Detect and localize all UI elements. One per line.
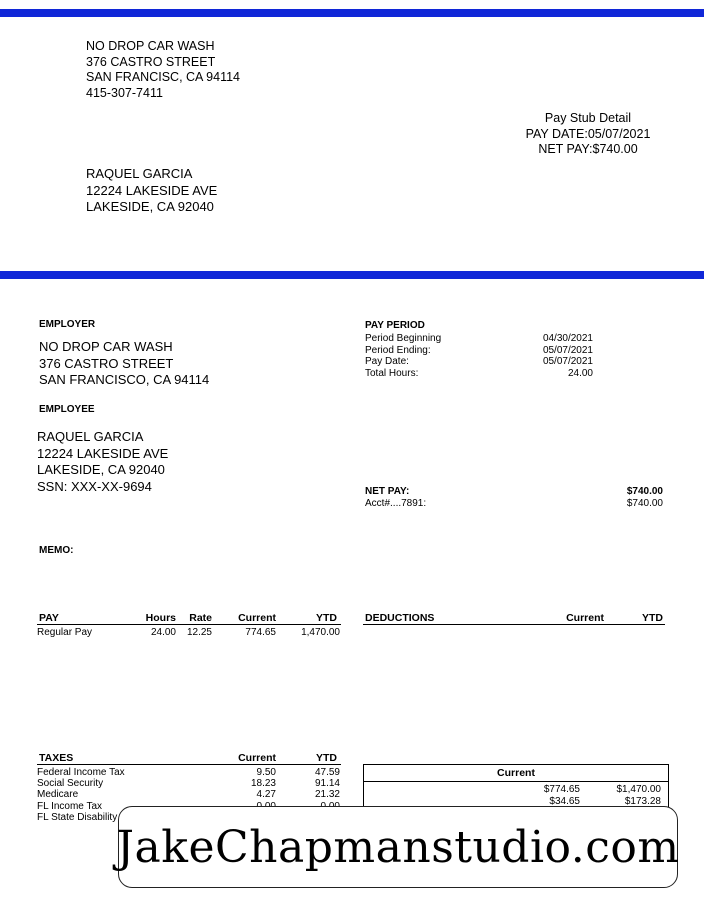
tax-current: 4.27 — [256, 789, 276, 801]
table-row — [37, 627, 341, 639]
net-pay-label: NET PAY: — [365, 486, 410, 497]
pay-current-header: Current — [238, 612, 276, 624]
pay-row-current: 774.65 — [245, 627, 276, 638]
employee-street: 12224 LAKESIDE AVE — [37, 445, 169, 461]
pay-period-rows — [365, 333, 593, 379]
net-pay-acct-amount: $740.00 — [626, 498, 663, 509]
pay-row-hours: 24.00 — [150, 627, 176, 638]
summary-current: $34.65 — [549, 795, 580, 807]
pay-header-rule — [37, 624, 341, 625]
summary-current: $774.65 — [543, 784, 580, 795]
taxes-ytd-header: YTD — [316, 752, 337, 764]
employee-name: RAQUEL GARCIA — [37, 429, 144, 444]
tax-current: 18.23 — [250, 778, 276, 790]
pay-ytd-header: YTD — [316, 612, 337, 624]
summary-box-rows — [364, 784, 668, 807]
deductions-current-header: Current — [566, 612, 604, 624]
watermark-text: JakeChapmanstudio.com — [116, 821, 680, 873]
pay-period-row-value: 05/07/2021 — [542, 356, 593, 367]
deductions-header: DEDUCTIONS — [365, 612, 435, 624]
pay-period-row — [365, 333, 593, 345]
employee-city: LAKESIDE, CA 92040 — [37, 462, 165, 477]
summary-ytd: $173.28 — [624, 795, 661, 807]
top-company-address — [86, 39, 240, 101]
taxes-header: TAXES — [39, 752, 74, 764]
tax-name: Federal Income Tax — [37, 767, 125, 778]
pay-period-row-label: Period Beginning — [365, 333, 442, 344]
middle-accent-bar — [0, 271, 704, 279]
tax-current: 9.50 — [256, 767, 276, 778]
employer-city: SAN FRANCISCO, CA 94114 — [39, 372, 210, 387]
taxes-header-rule — [37, 764, 341, 765]
pay-rate-header: Rate — [189, 612, 212, 624]
employee-address — [37, 429, 168, 495]
taxes-current-header: Current — [238, 752, 276, 764]
employee-label: EMPLOYEE — [39, 404, 95, 415]
stub-title: Pay Stub Detail — [544, 111, 632, 125]
net-pay-row — [365, 486, 663, 497]
pay-period-row — [365, 368, 593, 380]
top-employee-city: LAKESIDE, CA 92040 — [86, 199, 214, 214]
net-pay-acct-row — [365, 498, 663, 509]
table-row — [37, 778, 341, 789]
summary-ytd: $1,470.00 — [616, 784, 661, 795]
summary-box-rule — [364, 781, 668, 782]
tax-ytd: 47.59 — [314, 767, 340, 778]
pay-hours-header: Hours — [145, 612, 176, 624]
net-pay-block — [365, 486, 663, 509]
pay-period-label: PAY PERIOD — [365, 320, 425, 331]
tax-name: FL Income Tax — [37, 800, 103, 812]
deductions-ytd-header: YTD — [642, 612, 663, 624]
top-employee-street: 12224 LAKESIDE AVE — [86, 182, 218, 198]
net-pay-amount: $740.00 — [626, 486, 663, 497]
employer-name: NO DROP CAR WASH — [39, 339, 173, 354]
watermark-banner — [118, 806, 678, 888]
top-company-phone: 415-307-7411 — [86, 85, 163, 100]
pay-row-rate: 12.25 — [186, 627, 212, 638]
top-company-city: SAN FRANCISC, CA 94114 — [86, 70, 240, 84]
stub-summary — [500, 111, 676, 158]
summary-box-header: Current — [497, 767, 535, 779]
pay-period-row-label: Total Hours: — [365, 367, 419, 379]
stub-pay-date: PAY DATE:05/07/2021 — [525, 126, 651, 141]
table-row — [37, 789, 341, 800]
top-company-street: 376 CASTRO STREET — [86, 54, 216, 69]
pay-period-row-value: 05/07/2021 — [542, 344, 593, 356]
stub-net-pay: NET PAY:$740.00 — [538, 142, 638, 156]
tax-ytd: 21.32 — [314, 789, 340, 801]
employee-ssn: SSN: XXX-XX-9694 — [37, 478, 152, 494]
pay-period-row-value: 24.00 — [567, 367, 593, 379]
tax-name: Medicare — [37, 789, 79, 801]
pay-period-row — [365, 356, 593, 368]
pay-period-row-value: 04/30/2021 — [542, 333, 593, 344]
pay-header: PAY — [39, 612, 59, 624]
memo-label: MEMO: — [39, 545, 74, 556]
employer-street: 376 CASTRO STREET — [39, 355, 174, 371]
pay-row-ytd: 1,470.00 — [301, 627, 340, 638]
table-row — [364, 784, 668, 796]
pay-period-row-label: Pay Date: — [365, 356, 409, 367]
employer-address — [39, 339, 209, 389]
tax-name: FL State Disability — [37, 811, 118, 823]
pay-period-row — [365, 345, 593, 357]
tax-ytd: 91.14 — [314, 778, 340, 790]
table-row — [37, 767, 341, 778]
top-company-name: NO DROP CAR WASH — [86, 39, 215, 53]
net-pay-acct-label: Acct#....7891: — [365, 498, 427, 509]
pay-row-name: Regular Pay — [37, 627, 93, 638]
pay-period-row-label: Period Ending: — [365, 344, 431, 356]
employer-label: EMPLOYER — [39, 319, 96, 330]
top-employee-address — [86, 166, 217, 216]
deductions-header-rule — [363, 624, 665, 625]
tax-name: Social Security — [37, 778, 104, 790]
top-accent-bar — [0, 9, 704, 17]
top-employee-name: RAQUEL GARCIA — [86, 166, 193, 181]
